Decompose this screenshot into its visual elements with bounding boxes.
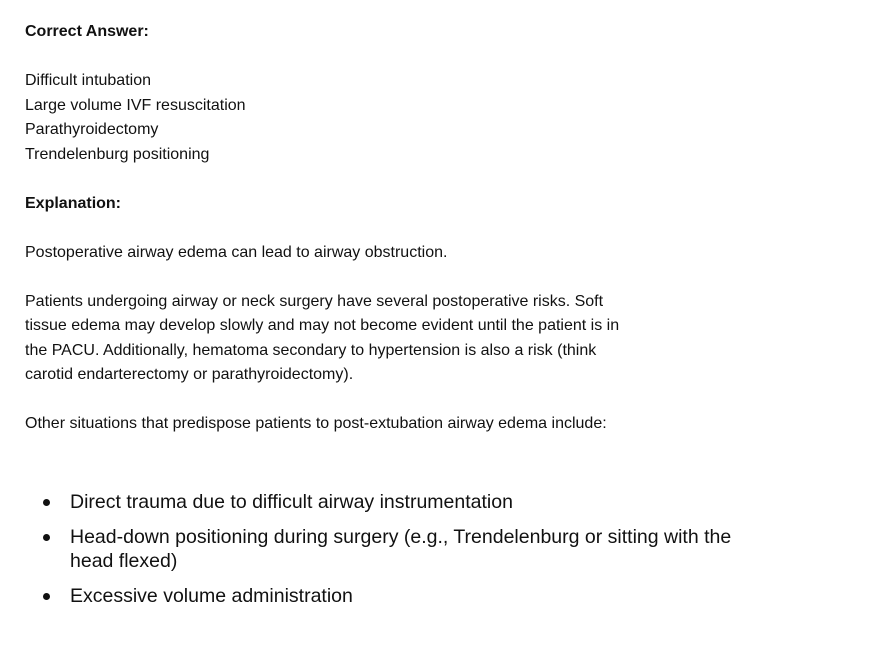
- bullet-list: [40, 490, 760, 619]
- answer-item: Trendelenburg positioning: [25, 145, 210, 163]
- list-item: [40, 490, 760, 514]
- explanation-heading: Explanation:: [25, 194, 122, 212]
- bullet-icon: [43, 534, 50, 541]
- document-body: [25, 20, 865, 437]
- spacer: [25, 265, 865, 290]
- spacer: [25, 216, 865, 241]
- list-item-text: Head-down positioning during surgery (e.g., Trendelenburg or sitting with the head flexed): [70, 526, 732, 572]
- list-item-text: Excessive volume administration: [70, 585, 353, 607]
- bullet-icon: [43, 593, 50, 600]
- list-item: [40, 584, 760, 608]
- bullet-icon: [43, 499, 50, 506]
- list-item: [40, 525, 760, 573]
- list-item-text: Direct trauma due to difficult airway instrumentation: [70, 491, 513, 513]
- spacer: [25, 388, 865, 413]
- answer-item: Large volume IVF resuscitation: [25, 96, 246, 114]
- explanation-intro: Other situations that predispose patients to post-extubation airway edema include:: [25, 415, 607, 432]
- explanation-paragraph: Patients undergoing airway or neck surgery have several postoperative risks. Soft tissue edema may develop slowly and may not become evident until the patient is in the PACU. Additionally, hematoma secondary to hypertension is also a risk (think carotid endarterectomy or parathyroidectomy).: [25, 292, 620, 383]
- answer-item: Parathyroidectomy: [25, 121, 159, 138]
- explanation-summary: Postoperative airway edema can lead to airway obstruction.: [25, 243, 448, 261]
- correct-answer-heading: Correct Answer:: [25, 23, 149, 40]
- answer-item: Difficult intubation: [25, 72, 151, 89]
- spacer: [25, 167, 865, 192]
- spacer: [25, 45, 865, 70]
